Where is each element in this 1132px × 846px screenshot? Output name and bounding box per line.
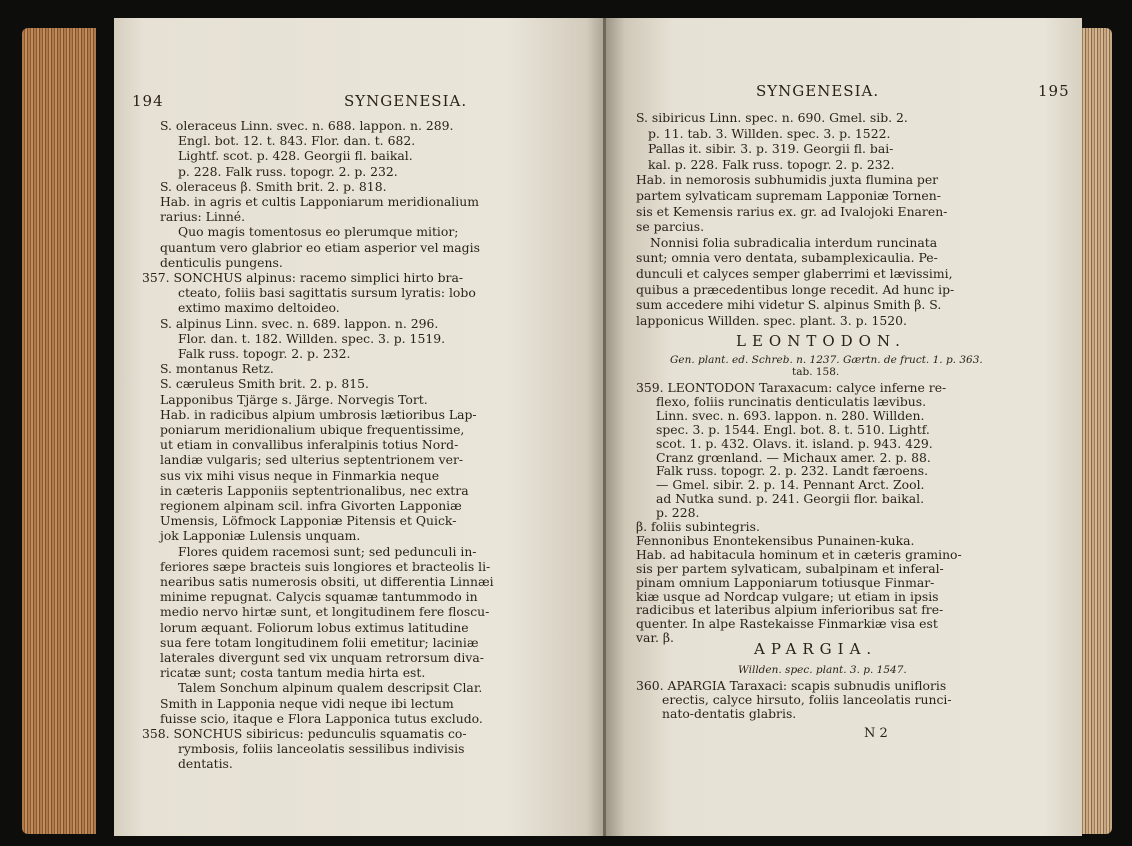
text-line: lorum æquant. Foliorum lobus extimus latitudine	[160, 619, 469, 635]
text-line: scot. 1. p. 432. Olavs. it. island. p. 943. 429.	[656, 435, 933, 451]
text-line: — Gmel. sibir. 2. p. 14. Pennant Arct. Zool.	[656, 477, 925, 493]
text-line: sua fere totam longitudinem folii emetitur; laciniæ	[160, 634, 479, 650]
running-head-left: SYNGENESIA.	[344, 92, 468, 110]
text-line: ricatæ sunt; costa tantum media hirta est.	[160, 665, 426, 681]
text-line: lapponicus Willden. spec. plant. 3. p. 1520.	[636, 312, 907, 328]
genus-reference-apargia: Willden. spec. plant. 3. p. 1547.	[738, 664, 907, 676]
text-line: rymbosis, foliis lanceolatis sessilibus indivisis	[178, 741, 465, 757]
text-line: Flor. dan. t. 182. Willden. spec. 3. p. 1519.	[178, 330, 446, 346]
text-line: poniarum meridionalium ubique frequentissime,	[160, 422, 465, 437]
text-line: 358. SONCHUS sibiricus: pedunculis squamatis co-	[142, 726, 467, 741]
text-line: Falk russ. topogr. 2. p. 232.	[178, 346, 351, 361]
text-line: regionem alpinam scil. infra Givorten Lapponiæ	[160, 498, 462, 513]
text-line: β. foliis subintegris.	[636, 519, 760, 534]
text-line: S. sibiricus Linn. spec. n. 690. Gmel. sib. 2.	[636, 110, 908, 125]
text-line: flexo, foliis runcinatis denticulatis lævibus.	[656, 393, 927, 409]
text-line: laterales divergunt sed vix unquam retrorsum diva-	[160, 650, 484, 665]
text-line: pinam omnium Lapponiarum totiusque Finmar-	[636, 574, 935, 590]
text-line: cteato, foliis basi sagittatis sursum lyratis: lobo	[178, 285, 476, 301]
text-line: S. oleraceus Linn. svec. n. 688. lappon. n. 289.	[160, 118, 454, 133]
text-line: 357. SONCHUS alpinus: racemo simplici hirto bra-	[142, 270, 464, 285]
text-line: p. 228.	[656, 505, 700, 521]
signature-mark: N 2	[864, 726, 888, 741]
text-line: S. montanus Retz.	[160, 361, 274, 377]
text-line: erectis, calyce hirsuto, foliis lanceolatis runci-	[662, 692, 952, 707]
left-page	[114, 18, 606, 836]
text-line: dentatis.	[178, 756, 233, 772]
text-line: Hab. in radicibus alpium umbrosis lætioribus Lap-	[160, 406, 477, 422]
text-line: extimo maximo deltoideo.	[178, 300, 340, 316]
text-line: ut etiam in convallibus inferalpinis totius Nord-	[160, 437, 459, 453]
text-line: Lightf. scot. p. 428. Georgii fl. baikal.	[178, 148, 413, 164]
genus-reference-leontodon: Gen. plant. ed. Schreb. n. 1237. Gærtn. de fruct. 1. p. 363.	[670, 354, 983, 366]
text-line: Pallas it. sibir. 3. p. 319. Georgii fl. bai-	[648, 141, 894, 157]
text-line: kal. p. 228. Falk russ. topogr. 2. p. 232.	[648, 156, 895, 172]
text-line: medio nervo hirtæ sunt, et longitudinem fere floscu-	[160, 604, 490, 620]
text-line: Hab. in agris et cultis Lapponiarum meridionalium	[160, 194, 479, 209]
text-line: 360. APARGIA Taraxaci: scapis subnudis unifloris	[636, 678, 947, 693]
text-line: Quo magis tomentosus eo plerumque mitior;	[178, 224, 459, 240]
text-line: Flores quidem racemosi sunt; sed pedunculi in-	[178, 543, 477, 559]
text-line: Talem Sonchum alpinum qualem descripsit Clar.	[178, 680, 483, 696]
text-line: nato-dentatis glabris.	[662, 706, 797, 721]
text-line: minime repugnat. Calycis squamæ tantummodo in	[160, 589, 478, 605]
genus-heading-leontodon: LEONTODON.	[736, 332, 906, 350]
text-line: Fennonibus Enontekensibus Punainen-kuka.	[636, 532, 915, 548]
text-line: S. cæruleus Smith brit. 2. p. 815.	[160, 376, 369, 392]
page-number-left: 194	[132, 92, 164, 110]
text-line: Cranz grœnland. — Michaux amer. 2. p. 88.	[656, 449, 931, 465]
text-line: Linn. svec. n. 693. lappon. n. 280. Willden.	[656, 407, 925, 423]
text-line: quibus a præcedentibus longe recedit. Ad hunc ip-	[636, 281, 955, 297]
text-line: Smith in Lapponia neque vidi neque ibi lectum	[160, 695, 454, 711]
text-line: sis per partem sylvaticam, subalpinam et inferal-	[636, 560, 944, 576]
genus-reference-leontodon-2: tab. 158.	[792, 366, 840, 378]
text-line: dunculi et calyces semper glaberrimi et lævissimi,	[636, 266, 953, 281]
text-line: quantum vero glabrior eo etiam asperior vel magis	[160, 239, 480, 255]
text-line: S. oleraceus β. Smith brit. 2. p. 818.	[160, 178, 387, 194]
text-line: sum accedere mihi videtur S. alpinus Smith β. S.	[636, 297, 942, 313]
text-line: partem sylvaticam supremam Lapponiæ Tornen-	[636, 188, 941, 203]
text-line: quenter. In alpe Rastekaisse Finmarkiæ visa est	[636, 616, 938, 632]
text-line: fuisse scio, itaque e Flora Lapponica tutus excludo.	[160, 710, 483, 726]
text-line: Engl. bot. 12. t. 843. Flor. dan. t. 682.	[178, 133, 416, 149]
text-line: 359. LEONTODON Taraxacum: calyce inferne re-	[636, 380, 947, 395]
text-line: in cæteris Lapponiis septentrionalibus, nec extra	[160, 482, 469, 498]
text-line: Nonnisi folia subradicalia interdum runcinata	[650, 234, 938, 250]
text-line: sunt; omnia vero dentata, subamplexicaulia. Pe-	[636, 250, 938, 266]
text-line: se parcius.	[636, 219, 705, 235]
text-line: feriores sæpe bracteis suis longiores et bracteolis li-	[160, 558, 491, 574]
text-line: Falk russ. topogr. 2. p. 232. Landt færoens.	[656, 463, 929, 479]
text-line: p. 228. Falk russ. topogr. 2. p. 232.	[178, 163, 398, 179]
left-page-edges	[22, 28, 96, 834]
text-line: nearibus satis numerosis obsiti, ut differentia Linnæi	[160, 574, 494, 589]
text-line: jok Lapponiæ Lulensis unquam.	[160, 528, 361, 544]
text-line: Lapponibus Tjärge s. Järge. Norvegis Tort.	[160, 391, 428, 407]
open-book	[22, 12, 1112, 842]
text-line: rarius: Linné.	[160, 209, 246, 225]
text-line: var. β.	[636, 630, 674, 646]
running-head-right: SYNGENESIA.	[756, 82, 880, 100]
text-line: sus vix mihi visus neque in Finmarkia neque	[160, 467, 440, 483]
text-line: kiæ usque ad Nordcap vulgare; ut etiam in ipsis	[636, 588, 939, 604]
text-line: Umensis, Löfmock Lapponiæ Pitensis et Quick-	[160, 513, 457, 529]
genus-heading-apargia: APARGIA.	[754, 640, 878, 658]
right-page	[606, 18, 1082, 836]
text-line: sis et Kemensis rarius ex. gr. ad Ivalojoki Enaren-	[636, 203, 948, 219]
text-line: Hab. in nemorosis subhumidis juxta flumina per	[636, 172, 939, 188]
text-line: radicibus et lateribus alpium inferioribus sat fre-	[636, 602, 944, 618]
page-number-right: 195	[1038, 82, 1070, 100]
text-line: S. alpinus Linn. svec. n. 689. lappon. n. 296.	[160, 315, 439, 331]
text-line: p. 11. tab. 3. Willden. spec. 3. p. 1522.	[648, 125, 891, 141]
text-line: spec. 3. p. 1544. Engl. bot. 8. t. 510. Lightf.	[656, 421, 930, 437]
text-line: Hab. ad habitacula hominum et in cæteris gramino-	[636, 546, 962, 562]
text-line: denticulis pungens.	[160, 254, 283, 270]
text-line: landiæ vulgaris; sed ulterius septentrionem ver-	[160, 452, 464, 468]
text-line: ad Nutka sund. p. 241. Georgii flor. baikal.	[656, 491, 925, 507]
